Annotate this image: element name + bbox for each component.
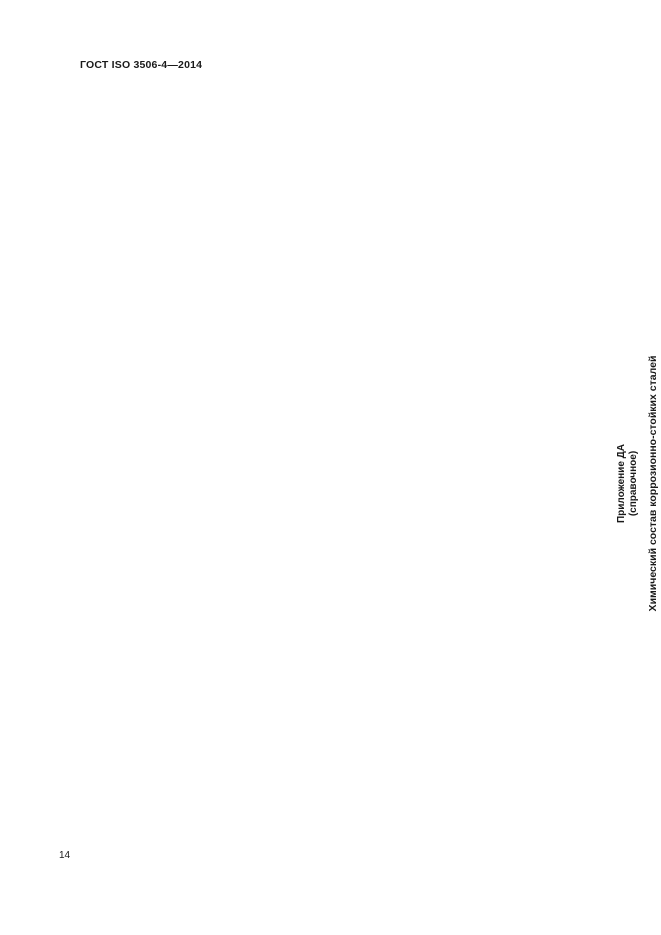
annex-title: Приложение ДА	[616, 443, 627, 524]
annex-titles	[616, 72, 661, 895]
rotated-annex	[616, 72, 661, 895]
annex-subtitle: (справочное)	[628, 450, 639, 517]
page-number: 14	[59, 850, 71, 861]
annex-heading-line1: Химический состав коррозионно-стойких сталей	[647, 355, 659, 612]
document-header: ГОСТ ISO 3506-4—2014	[80, 59, 203, 71]
